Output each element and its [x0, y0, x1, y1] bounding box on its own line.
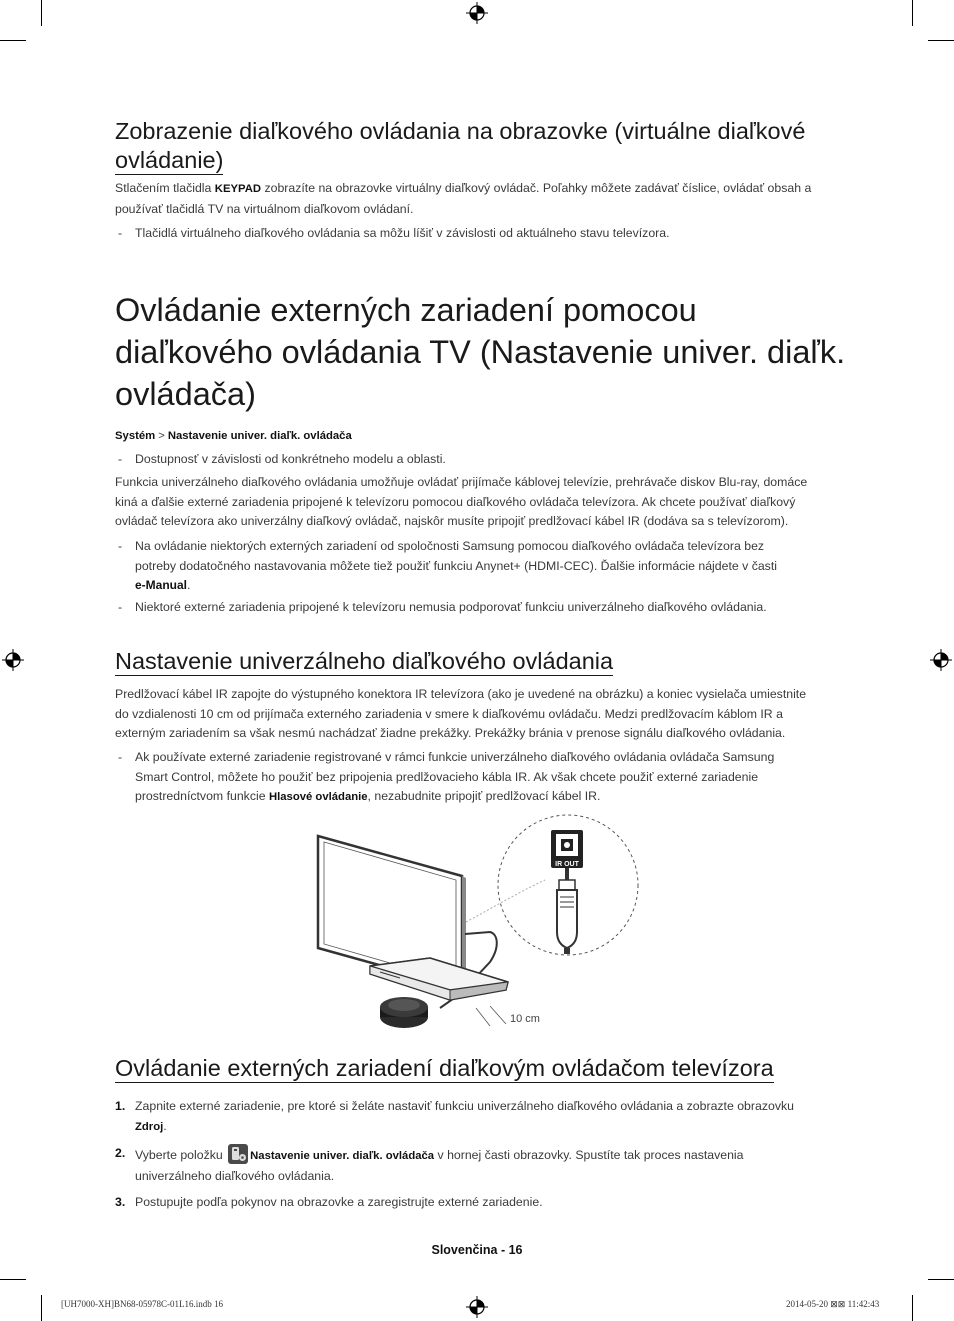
note-text: Tlačidlá virtuálneho diaľkového ovládania sa môžu líšiť v závislosti od aktuálneho stavu televízora.	[135, 226, 670, 240]
step-text: univerzálneho diaľkového ovládania.	[135, 1168, 335, 1183]
note-text: potreby dodatočného nastavovania môžete tiež použiť funkciu Anynet+ (HDMI-CEC). Ďalšie informácie nájdete v časti	[135, 558, 777, 573]
note-text: Na ovládanie niektorých externých zariadení od spoločnosti Samsung pomocou diaľkového ovládača televízora bez	[135, 539, 765, 553]
title-line: ovládanie)	[115, 147, 224, 173]
step-number: 2.	[115, 1146, 126, 1160]
ir-transmitter-illustration	[380, 997, 428, 1028]
note-text: Ak používate externé zariadenie registrované v rámci funkcie univerzálneho diaľkového ovládania ovládača Samsung	[135, 750, 775, 764]
menu-path-item: Nastavenie univer. diaľk. ovládača	[167, 430, 352, 442]
distance-label: 10 cm	[510, 1013, 540, 1025]
registration-mark-icon	[2, 649, 24, 671]
keypad-key: KEYPAD	[214, 183, 262, 195]
note	[115, 537, 840, 596]
registration-mark-icon	[930, 649, 952, 671]
note	[115, 224, 840, 244]
step-text: Postupujte podľa pokynov na obrazovke a zaregistrujte externé zariadenie.	[135, 1195, 543, 1209]
dash-bullet: -	[118, 539, 123, 553]
setup-menu-label: Nastavenie univer. diaľk. ovládača	[250, 1150, 435, 1162]
text: .	[163, 1118, 167, 1133]
dash-bullet: -	[118, 600, 123, 614]
crop-mark	[912, 0, 913, 26]
section-title-virtual-remote	[115, 117, 805, 175]
step-1	[115, 1097, 840, 1137]
crop-mark	[0, 40, 26, 41]
note	[115, 450, 840, 470]
title-line: Ovládanie externých zariadení pomocou	[115, 292, 697, 328]
dash-bullet: -	[118, 750, 123, 764]
title-line: ovládača)	[115, 376, 256, 412]
crop-mark	[912, 1295, 913, 1321]
registration-mark-icon	[466, 2, 488, 24]
section-title-setup	[115, 647, 613, 676]
title-line: Nastavenie univerzálneho diaľkového ovládania	[115, 648, 614, 674]
crop-mark	[41, 1295, 42, 1321]
crop-mark	[41, 0, 42, 26]
print-slug-right: 2014-05-20 ⊠⊠ 11:42:43	[786, 1299, 880, 1309]
page-footer: Slovenčina - 16	[431, 1243, 523, 1257]
text: Predlžovací kábel IR zapojte do výstupného konektora IR televízora (ako je uvedené na obrázku) a koniec vysielača umiestnite	[115, 687, 807, 701]
text: ovládač televízora ako univerzálny diaľkový ovládač, najskôr musíte pripojiť predlžovací kábel IR (dodáva sa s televízorom).	[115, 514, 789, 528]
universal-remote-setup-icon	[228, 1144, 248, 1164]
crop-mark	[0, 1279, 26, 1280]
note-text: Niektoré externé zariadenia pripojené k televízoru nemusia podporovať funkciu univerzálneho diaľkového ovládania.	[135, 600, 767, 614]
note-text: Dostupnosť v závislosti od konkrétneho modelu a oblasti.	[135, 452, 446, 466]
print-slug-left: [UH7000-XH]BN68-05978C-01L16.indb 16	[61, 1299, 223, 1309]
chapter-title-universal-remote	[115, 289, 855, 415]
step-text: Zapnite externé zariadenie, pre ktoré si želáte nastaviť funkciu univerzálneho diaľkového ovládania a zobrazte obrazovku	[135, 1099, 794, 1113]
step-text: v hornej časti obrazovky. Spustíte tak proces nastavenia	[434, 1148, 744, 1162]
setup-paragraph	[115, 685, 840, 744]
text: zobrazíte na obrazovke virtuálny diaľkový ovládač. Poľahky môžete zadávať číslice, ovládať obsah a	[261, 181, 812, 195]
dash-bullet: -	[118, 226, 123, 240]
title-line: Ovládanie externých zariadení diaľkovým ovládačom televízora	[115, 1055, 774, 1081]
text: externým zariadením sa však nesmú nachádzať žiadne prekážky. Prekážky bránia v prenose signálu diaľkového ovládania.	[115, 726, 786, 740]
source-label: Zdroj	[135, 1120, 164, 1133]
note	[115, 598, 840, 618]
step-3	[115, 1193, 840, 1213]
step-text: Vyberte položku	[135, 1148, 227, 1162]
menu-path-separator: >	[158, 430, 165, 442]
title-line: Zobrazenie diaľkového ovládania na obrazovke (virtuálne diaľkové	[115, 118, 806, 144]
step-number: 3.	[115, 1195, 126, 1209]
text: Stlačením tlačidla	[115, 181, 215, 195]
text: do vzdialenosti 10 cm od prijímača externého zariadenia v smere k diaľkovému ovládaču. Medzi predlžovacím káblom IR a	[115, 706, 783, 721]
crop-mark	[928, 1279, 954, 1280]
text: Funkcia univerzálneho diaľkového ovládania umožňuje ovládať prijímače káblovej televízie, prehrávače diskov Blu-ray, domáce	[115, 475, 808, 489]
menu-path-item: Systém	[115, 430, 156, 442]
note	[115, 748, 840, 808]
section-title-control	[115, 1054, 774, 1083]
note-text: prostredníctvom funkcie	[135, 789, 269, 803]
title-line: diaľkového ovládania TV (Nastavenie univer. diaľk.	[115, 334, 846, 370]
step-number: 1.	[115, 1099, 126, 1113]
text: používať tlačidlá TV na virtuálnom diaľkovom ovládaní.	[115, 201, 414, 216]
e-manual-link[interactable]: e-Manual	[135, 578, 188, 592]
dash-bullet: -	[118, 452, 123, 466]
step-2	[115, 1144, 840, 1186]
crop-mark	[928, 40, 954, 41]
ir-out-label: IR OUT	[555, 861, 579, 868]
virtual-remote-paragraph	[115, 179, 840, 219]
universal-remote-paragraph	[115, 473, 840, 532]
menu-path	[115, 428, 352, 444]
ir-cable-connection-figure	[310, 812, 650, 1042]
note-text: , nezabudnite pripojiť predlžovací kábel IR.	[367, 789, 601, 803]
text: .	[187, 578, 191, 592]
note-text: Smart Control, môžete ho použiť bez pripojenia predlžovacieho kábla IR. Ak však chcete použiť externé zariadenie	[135, 769, 759, 784]
voice-control-label: Hlasové ovládanie	[268, 791, 368, 803]
text: kiná a ďalšie externé zariadenia pripojené k televízoru pomocou diaľkového ovládača televízora. Ak chcete používať diaľkový	[115, 494, 796, 509]
registration-mark-icon	[466, 1296, 488, 1318]
